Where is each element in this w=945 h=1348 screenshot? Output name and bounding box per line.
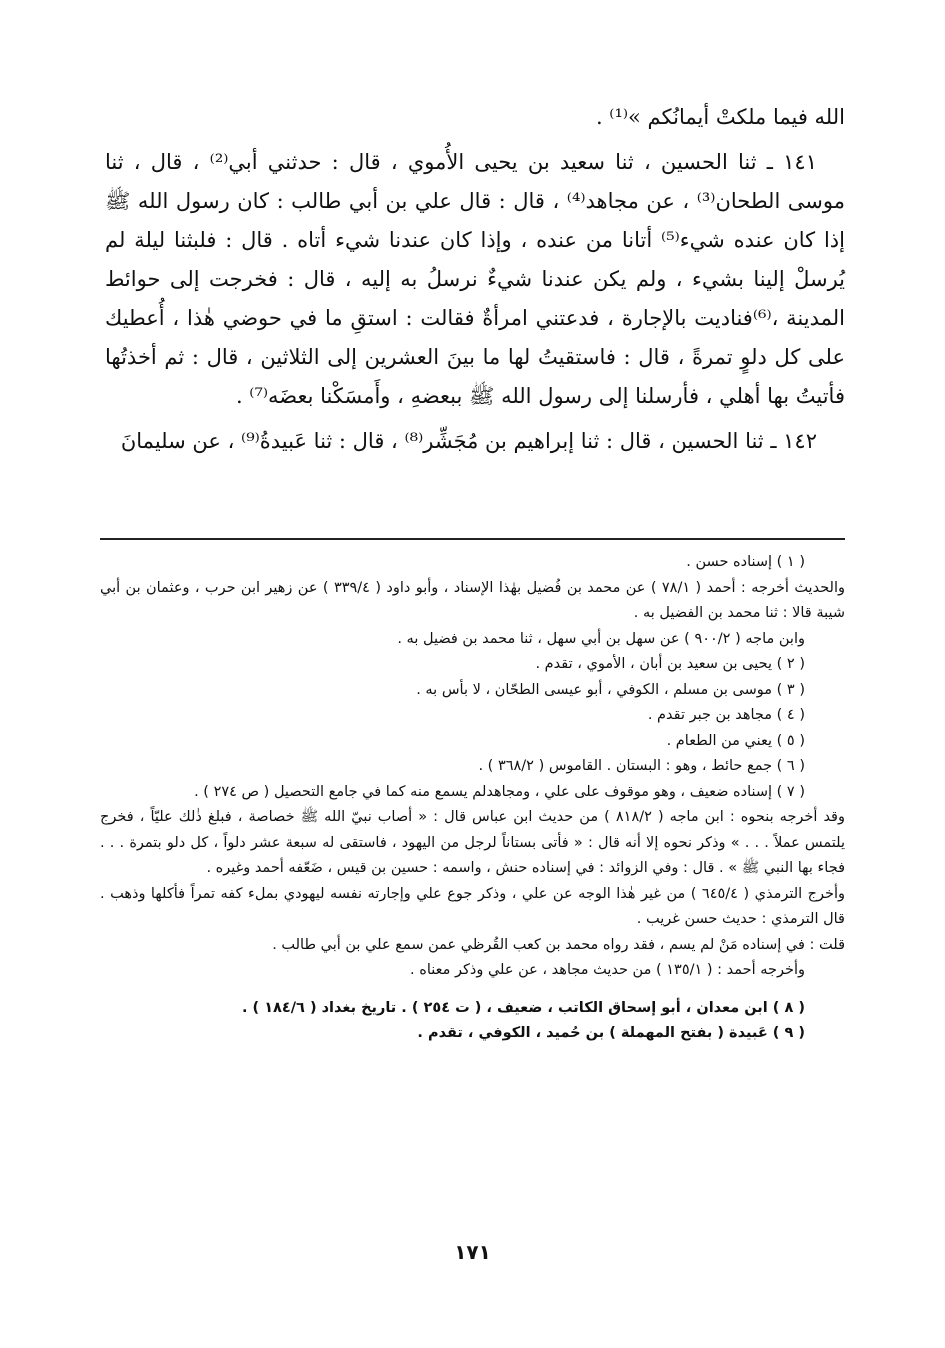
page-number: ١٧١ <box>454 1240 491 1264</box>
footnote-7-detail-2: وأخرج الترمذي ( ٦٤٥/٤ ) من غير هٰذا الوجه عن علي ، وذكر جوع علي وإجارته نفسه ليهودي بملء كفه تمراً فأكلها وذهب . قال الترمذي : حديث حسن غريب . <box>100 885 845 927</box>
footnote-1: ( ١ ) إسناده حسن . <box>686 554 805 570</box>
footnote-9: ( ٩ ) عَبيدة ( بفتح المهملة ) بن حُميد ، الكوفي ، تقدم . <box>417 1025 805 1041</box>
footnote-4: ( ٤ ) مجاهد بن جبر تقدم . <box>647 707 805 723</box>
hadith-141: ١٤١ ـ ثنا الحسين ، ثنا سعيد بن يحيى الأُموي ، قال : حدثني أبي⁽²⁾ ، قال ، ثنا موسى الطحان⁽³⁾ ، عن مجاهد⁽⁴⁾ ، قال : قال علي بن أبي طالب : كان رسول الله ﷺ إذا كان عنده شيء⁽⁵⁾ أتانا من عنده ، وإذا كان عندنا شيء أتاه . قال : فلبثنا ليلة لم يُرسلْ إلينا بشيء ، ولم يكن عندنا شيءٌ نرسلُ به إليه ، قال : فخرجت إلى حوائط المدينة ،⁽⁶⁾فناديت بالإجارة ، فدعتني امرأةٌ فقالت : استقِ ما في حوضي هٰذا ، أُعطيك على كل دلوٍ تمرةً ، قال : فاستقيتُ لها ما بينَ العشرين إلى الثلاثين ، قال : ثم أخذتُها فأتيتُ بها أهلي ، فأرسلنا إلى رسول الله ﷺ ببعضهِ ، وأَمسَكْنا بعضَه⁽⁷⁾ . <box>105 150 846 408</box>
footnote-5: ( ٥ ) يعني من الطعام . <box>666 732 805 749</box>
footnote-7: ( ٧ ) إسناده ضعيف ، وهو موقوف على علي ، ومجاهدلم يسمع منه كما في جامع التحصيل ( ص ٢٧٤ ) . <box>194 783 805 800</box>
footnote-8: ( ٨ ) ابن معدان ، أبو إسحاق الكاتب ، ضعيف ، ( ت ٢٥٤ ) . تاريخ بغداد ( ١٨٤/٦ ) . <box>241 999 805 1016</box>
footnote-1-detail-2: وابن ماجه ( ٩٠٠/٢ ) عن سهل بن أبي سهل ، ثنا محمد بن فضيل به . <box>397 630 805 647</box>
footnotes <box>100 550 845 1047</box>
continuation-line: الله فيما ملكتْ أيمانُكم »⁽¹⁾ . <box>595 105 845 129</box>
hadith-142: ١٤٢ ـ ثنا الحسين ، قال : ثنا إبراهيم بن مُجَشِّر⁽⁸⁾ ، قال : ثنا عَبيدةُ⁽⁹⁾ ، عن سليمانَ <box>120 429 817 453</box>
footnote-7-detail-3: قلت : في إسناده مَنْ لم يسم ، فقد رواه محمد بن كعب القُرظي عمن سمع علي بن أبي طالب . <box>272 936 845 953</box>
footnote-divider <box>100 538 845 540</box>
footnote-2: ( ٢ ) يحيى بن سعيد بن أبان ، الأموي ، تقدم . <box>535 656 805 672</box>
footnote-3: ( ٣ ) موسى بن مسلم ، الكوفي ، أبو عيسى الطحّان ، لا بأس به . <box>416 681 805 698</box>
footnote-6: ( ٦ ) جمع حائط ، وهو : البستان . القاموس ( ٣٦٨/٢ ) . <box>478 758 805 774</box>
main-text <box>105 98 845 467</box>
footnote-1-detail: والحديث أخرجه : أحمد ( ٧٨/١ ) عن محمد بن فُضيل بهٰذا الإسناد ، وأبو داود ( ٣٣٩/٤ ) عن زهير ابن حرب ، وعثمان بن أبي شيبة قالا : ثنا محمد بن الفضيل به . <box>100 579 846 621</box>
footnote-7-detail: وقد أخرجه بنحوه : ابن ماجه ( ٨١٨/٢ ) من حديث ابن عباس قال : « أصاب نبيّ الله ﷺ خصاصة ، فبلغ ذٰلك عليّاً ، فخرج يلتمس عملاً . . . » وذكر نحوه إلا أنه قال : « فأتى بستاناً لرجل من اليهود ، فاستقى له سبعة عشر دلواً ، كل دلو بتمرة . . . فجاء بها النبي ﷺ » . قال : وفي الزوائد : في إسناده حنش ، واسمه : حسين بن قيس ، ضَعّفه أحمد وغيره . <box>100 809 845 876</box>
footnote-7-detail-4: وأخرجه أحمد : ( ١٣٥/١ ) من حديث مجاهد ، عن علي وذكر معناه . <box>410 962 805 978</box>
